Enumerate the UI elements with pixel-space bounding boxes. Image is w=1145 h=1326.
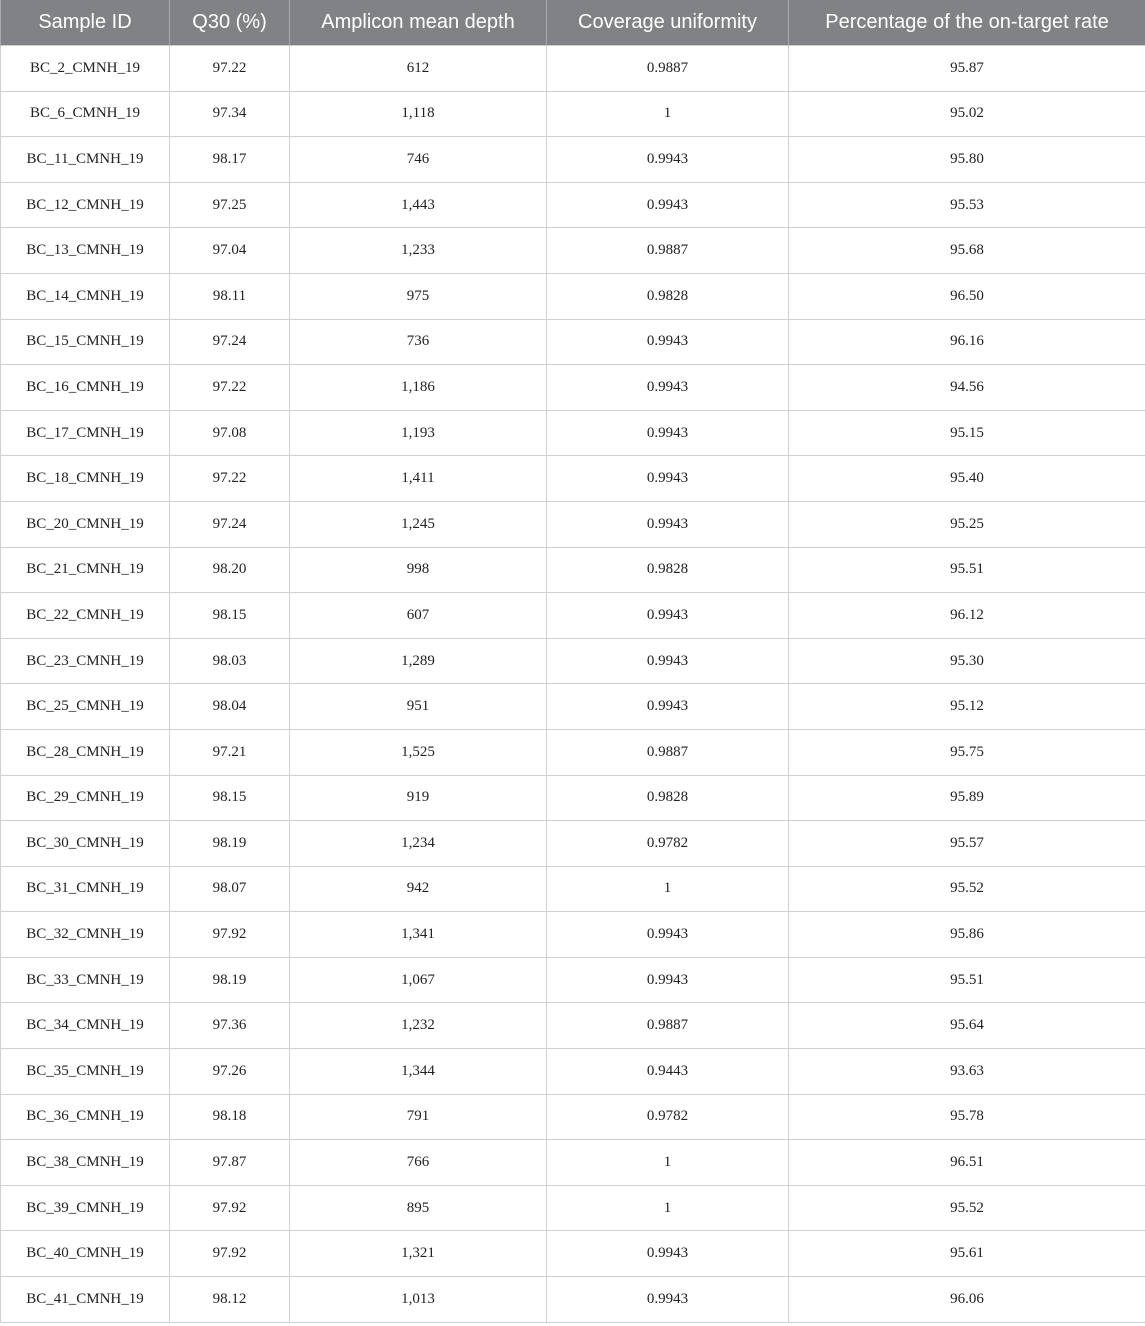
on-target-rate-cell: 95.61: [789, 1231, 1145, 1277]
mean-depth-cell: 1,411: [290, 456, 547, 502]
table-row: [1, 957, 1145, 1003]
q30-cell: 98.19: [170, 957, 290, 1003]
on-target-rate-cell: 95.25: [789, 501, 1145, 547]
sample-id-cell: BC_16_CMNH_19: [1, 365, 170, 411]
on-target-rate-cell: 95.30: [789, 638, 1145, 684]
table-row: [1, 1185, 1145, 1231]
sample-id-cell: BC_17_CMNH_19: [1, 410, 170, 456]
mean-depth-cell: 1,232: [290, 1003, 547, 1049]
mean-depth-cell: 1,341: [290, 912, 547, 958]
coverage-uniformity-cell: 0.9887: [547, 46, 789, 92]
q30-cell: 98.15: [170, 593, 290, 639]
header-row: [1, 0, 1145, 46]
mean-depth-cell: 612: [290, 46, 547, 92]
coverage-uniformity-cell: 0.9828: [547, 775, 789, 821]
on-target-rate-cell: 95.64: [789, 1003, 1145, 1049]
on-target-rate-cell: 96.06: [789, 1277, 1145, 1323]
header-q30: Q30 (%): [170, 0, 290, 46]
on-target-rate-cell: 95.80: [789, 137, 1145, 183]
table-row: [1, 912, 1145, 958]
coverage-uniformity-cell: 0.9887: [547, 729, 789, 775]
mean-depth-cell: 791: [290, 1094, 547, 1140]
q30-cell: 97.04: [170, 228, 290, 274]
table-row: [1, 729, 1145, 775]
sample-id-cell: BC_11_CMNH_19: [1, 137, 170, 183]
coverage-uniformity-cell: 0.9943: [547, 137, 789, 183]
table-row: [1, 775, 1145, 821]
mean-depth-cell: 736: [290, 319, 547, 365]
on-target-rate-cell: 95.86: [789, 912, 1145, 958]
coverage-uniformity-cell: 0.9943: [547, 684, 789, 730]
on-target-rate-cell: 96.16: [789, 319, 1145, 365]
q30-cell: 97.22: [170, 456, 290, 502]
table-row: [1, 91, 1145, 137]
on-target-rate-cell: 95.68: [789, 228, 1145, 274]
on-target-rate-cell: 95.02: [789, 91, 1145, 137]
q30-cell: 98.07: [170, 866, 290, 912]
mean-depth-cell: 998: [290, 547, 547, 593]
table-row: [1, 46, 1145, 92]
table-row: [1, 638, 1145, 684]
coverage-uniformity-cell: 1: [547, 866, 789, 912]
table-row: [1, 456, 1145, 502]
coverage-uniformity-cell: 0.9943: [547, 182, 789, 228]
table-row: [1, 182, 1145, 228]
sample-id-cell: BC_21_CMNH_19: [1, 547, 170, 593]
sample-id-cell: BC_31_CMNH_19: [1, 866, 170, 912]
table-row: [1, 319, 1145, 365]
q30-cell: 97.92: [170, 912, 290, 958]
coverage-uniformity-cell: 0.9943: [547, 1277, 789, 1323]
q30-cell: 97.87: [170, 1140, 290, 1186]
q30-cell: 98.18: [170, 1094, 290, 1140]
sample-id-cell: BC_40_CMNH_19: [1, 1231, 170, 1277]
table-row: [1, 501, 1145, 547]
q30-cell: 97.34: [170, 91, 290, 137]
table-row: [1, 410, 1145, 456]
on-target-rate-cell: 95.52: [789, 1185, 1145, 1231]
header-amplicon-mean-depth: Amplicon mean depth: [290, 0, 547, 46]
coverage-uniformity-cell: 0.9782: [547, 1094, 789, 1140]
sample-id-cell: BC_12_CMNH_19: [1, 182, 170, 228]
on-target-rate-cell: 95.51: [789, 547, 1145, 593]
sample-id-cell: BC_20_CMNH_19: [1, 501, 170, 547]
coverage-uniformity-cell: 0.9943: [547, 593, 789, 639]
coverage-uniformity-cell: 0.9828: [547, 547, 789, 593]
table-row: [1, 593, 1145, 639]
coverage-uniformity-cell: 0.9782: [547, 821, 789, 867]
mean-depth-cell: 1,344: [290, 1049, 547, 1095]
sample-id-cell: BC_39_CMNH_19: [1, 1185, 170, 1231]
table-body: [1, 46, 1145, 1323]
on-target-rate-cell: 96.12: [789, 593, 1145, 639]
header-sample-id: Sample ID: [1, 0, 170, 46]
q30-cell: 98.03: [170, 638, 290, 684]
sample-id-cell: BC_23_CMNH_19: [1, 638, 170, 684]
sample-id-cell: BC_22_CMNH_19: [1, 593, 170, 639]
on-target-rate-cell: 94.56: [789, 365, 1145, 411]
sample-id-cell: BC_32_CMNH_19: [1, 912, 170, 958]
mean-depth-cell: 1,067: [290, 957, 547, 1003]
mean-depth-cell: 942: [290, 866, 547, 912]
sample-id-cell: BC_30_CMNH_19: [1, 821, 170, 867]
sample-id-cell: BC_6_CMNH_19: [1, 91, 170, 137]
table-row: [1, 821, 1145, 867]
mean-depth-cell: 1,186: [290, 365, 547, 411]
coverage-uniformity-cell: 0.9943: [547, 912, 789, 958]
mean-depth-cell: 1,245: [290, 501, 547, 547]
mean-depth-cell: 1,233: [290, 228, 547, 274]
coverage-uniformity-cell: 0.9943: [547, 1231, 789, 1277]
mean-depth-cell: 746: [290, 137, 547, 183]
table-row: [1, 1049, 1145, 1095]
on-target-rate-cell: 95.15: [789, 410, 1145, 456]
mean-depth-cell: 951: [290, 684, 547, 730]
on-target-rate-cell: 95.12: [789, 684, 1145, 730]
header-coverage-uniformity: Coverage uniformity: [547, 0, 789, 46]
q30-cell: 97.08: [170, 410, 290, 456]
on-target-rate-cell: 95.40: [789, 456, 1145, 502]
on-target-rate-cell: 95.52: [789, 866, 1145, 912]
sample-id-cell: BC_28_CMNH_19: [1, 729, 170, 775]
q30-cell: 97.22: [170, 46, 290, 92]
coverage-uniformity-cell: 1: [547, 1140, 789, 1186]
sample-id-cell: BC_29_CMNH_19: [1, 775, 170, 821]
coverage-uniformity-cell: 0.9943: [547, 456, 789, 502]
on-target-rate-cell: 95.87: [789, 46, 1145, 92]
sample-id-cell: BC_41_CMNH_19: [1, 1277, 170, 1323]
table-row: [1, 1003, 1145, 1049]
coverage-uniformity-cell: 0.9443: [547, 1049, 789, 1095]
q30-cell: 97.25: [170, 182, 290, 228]
mean-depth-cell: 1,234: [290, 821, 547, 867]
sample-id-cell: BC_14_CMNH_19: [1, 273, 170, 319]
q30-cell: 98.11: [170, 273, 290, 319]
q30-cell: 98.04: [170, 684, 290, 730]
coverage-uniformity-cell: 0.9943: [547, 410, 789, 456]
q30-cell: 97.24: [170, 501, 290, 547]
table-row: [1, 547, 1145, 593]
mean-depth-cell: 1,321: [290, 1231, 547, 1277]
q30-cell: 97.92: [170, 1185, 290, 1231]
q30-cell: 98.17: [170, 137, 290, 183]
mean-depth-cell: 1,525: [290, 729, 547, 775]
mean-depth-cell: 919: [290, 775, 547, 821]
mean-depth-cell: 607: [290, 593, 547, 639]
mean-depth-cell: 1,013: [290, 1277, 547, 1323]
coverage-uniformity-cell: 1: [547, 91, 789, 137]
header-on-target-rate: Percentage of the on-target rate: [789, 0, 1145, 46]
q30-cell: 98.19: [170, 821, 290, 867]
sample-id-cell: BC_33_CMNH_19: [1, 957, 170, 1003]
mean-depth-cell: 766: [290, 1140, 547, 1186]
q30-cell: 97.21: [170, 729, 290, 775]
on-target-rate-cell: 95.75: [789, 729, 1145, 775]
mean-depth-cell: 895: [290, 1185, 547, 1231]
sample-id-cell: BC_18_CMNH_19: [1, 456, 170, 502]
on-target-rate-cell: 95.53: [789, 182, 1145, 228]
sample-id-cell: BC_25_CMNH_19: [1, 684, 170, 730]
coverage-uniformity-cell: 0.9828: [547, 273, 789, 319]
on-target-rate-cell: 95.57: [789, 821, 1145, 867]
table-row: [1, 273, 1145, 319]
table-header: [1, 0, 1145, 46]
table-row: [1, 228, 1145, 274]
table-row: [1, 1140, 1145, 1186]
q30-cell: 97.22: [170, 365, 290, 411]
on-target-rate-cell: 95.78: [789, 1094, 1145, 1140]
table-row: [1, 866, 1145, 912]
q30-cell: 97.36: [170, 1003, 290, 1049]
sample-id-cell: BC_35_CMNH_19: [1, 1049, 170, 1095]
q30-cell: 97.26: [170, 1049, 290, 1095]
sample-id-cell: BC_2_CMNH_19: [1, 46, 170, 92]
table-row: [1, 365, 1145, 411]
coverage-uniformity-cell: 0.9887: [547, 228, 789, 274]
sample-id-cell: BC_15_CMNH_19: [1, 319, 170, 365]
mean-depth-cell: 975: [290, 273, 547, 319]
coverage-uniformity-cell: 0.9943: [547, 638, 789, 684]
q30-cell: 97.24: [170, 319, 290, 365]
mean-depth-cell: 1,289: [290, 638, 547, 684]
coverage-uniformity-cell: 1: [547, 1185, 789, 1231]
q30-cell: 98.15: [170, 775, 290, 821]
sample-id-cell: BC_34_CMNH_19: [1, 1003, 170, 1049]
coverage-uniformity-cell: 0.9943: [547, 957, 789, 1003]
on-target-rate-cell: 93.63: [789, 1049, 1145, 1095]
mean-depth-cell: 1,443: [290, 182, 547, 228]
on-target-rate-cell: 96.51: [789, 1140, 1145, 1186]
table-row: [1, 684, 1145, 730]
mean-depth-cell: 1,193: [290, 410, 547, 456]
q30-cell: 98.20: [170, 547, 290, 593]
coverage-uniformity-cell: 0.9887: [547, 1003, 789, 1049]
coverage-uniformity-cell: 0.9943: [547, 365, 789, 411]
table-row: [1, 1094, 1145, 1140]
table-row: [1, 137, 1145, 183]
mean-depth-cell: 1,118: [290, 91, 547, 137]
sample-id-cell: BC_36_CMNH_19: [1, 1094, 170, 1140]
sample-id-cell: BC_13_CMNH_19: [1, 228, 170, 274]
table-row: [1, 1277, 1145, 1323]
on-target-rate-cell: 95.51: [789, 957, 1145, 1003]
table-row: [1, 1231, 1145, 1277]
on-target-rate-cell: 95.89: [789, 775, 1145, 821]
coverage-uniformity-cell: 0.9943: [547, 319, 789, 365]
q30-cell: 98.12: [170, 1277, 290, 1323]
q30-cell: 97.92: [170, 1231, 290, 1277]
on-target-rate-cell: 96.50: [789, 273, 1145, 319]
coverage-uniformity-cell: 0.9943: [547, 501, 789, 547]
sample-id-cell: BC_38_CMNH_19: [1, 1140, 170, 1186]
